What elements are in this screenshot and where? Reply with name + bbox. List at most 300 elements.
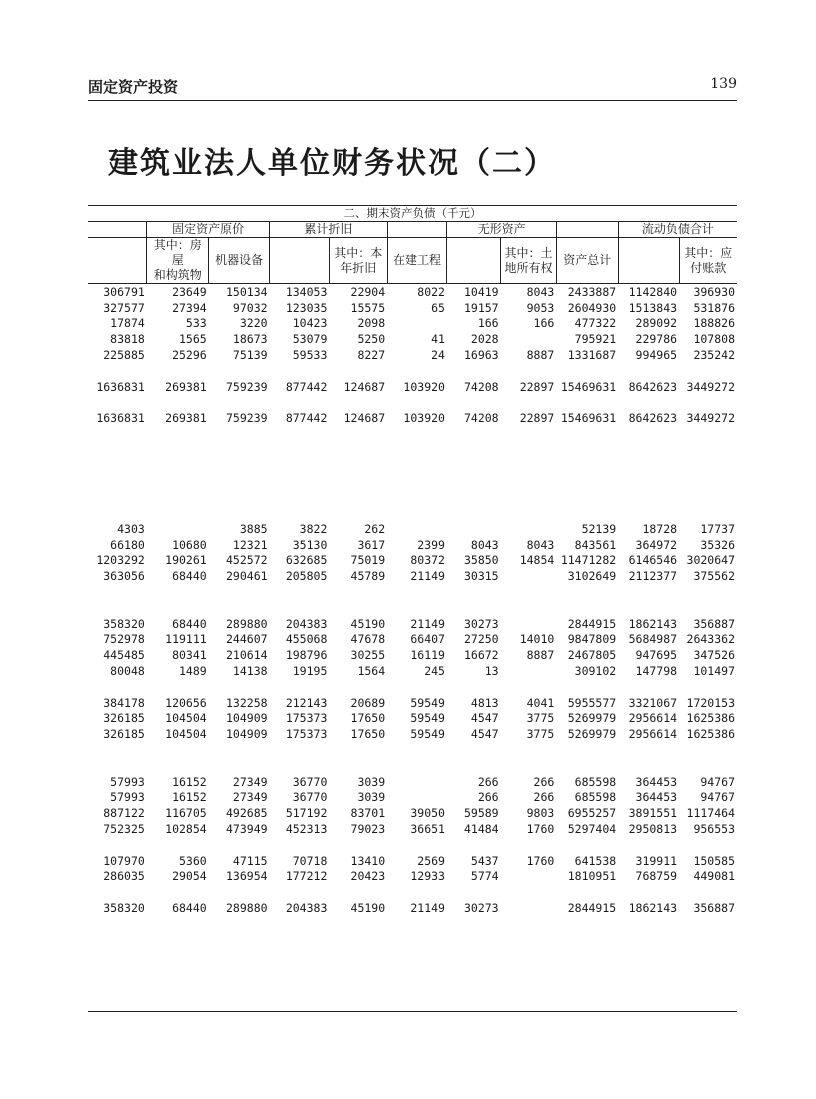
table-cell: 632685 bbox=[285, 553, 328, 568]
table-cell bbox=[556, 489, 618, 505]
table-cell: 1625386 bbox=[686, 727, 735, 742]
running-header bbox=[88, 76, 737, 98]
table-cell bbox=[501, 600, 557, 616]
table-cell bbox=[88, 600, 147, 616]
table-cell bbox=[329, 426, 387, 442]
table-cell: 10419 bbox=[463, 284, 499, 299]
table-cell: 22904 bbox=[350, 284, 386, 299]
table-cell: 492685 bbox=[226, 806, 268, 821]
header-blank bbox=[88, 222, 147, 238]
table-cell: 641538 bbox=[574, 853, 617, 868]
table-cell: 27250 bbox=[463, 632, 499, 647]
table-cell bbox=[501, 521, 557, 537]
table-cell bbox=[147, 442, 209, 458]
table-cell: 29054 bbox=[172, 869, 207, 884]
table-cell: 3039 bbox=[357, 790, 386, 805]
table-cell bbox=[556, 474, 618, 490]
table-cell bbox=[447, 742, 501, 758]
table-cell: 8887 bbox=[526, 348, 555, 363]
table-cell bbox=[209, 584, 270, 600]
table-cell: 517192 bbox=[285, 806, 328, 821]
table-cell: 27394 bbox=[172, 300, 207, 315]
table-cell bbox=[387, 742, 447, 758]
table-cell bbox=[501, 568, 557, 584]
table-cell: 947695 bbox=[635, 648, 678, 663]
table-cell bbox=[679, 884, 737, 900]
table-cell: 57993 bbox=[110, 774, 145, 789]
table-cell: 364453 bbox=[635, 790, 678, 805]
table-cell bbox=[679, 758, 737, 774]
table-cell bbox=[88, 584, 147, 600]
table-cell: 5684987 bbox=[628, 632, 678, 647]
table-cell bbox=[270, 742, 330, 758]
table-cell: 1117464 bbox=[686, 806, 735, 821]
table-cell bbox=[387, 442, 447, 458]
table-cell bbox=[88, 679, 147, 695]
table-cell bbox=[618, 442, 679, 458]
table-cell: 68440 bbox=[172, 900, 207, 915]
table-cell bbox=[329, 489, 387, 505]
header-blank bbox=[556, 222, 618, 238]
table-cell bbox=[447, 395, 501, 411]
spacer-row bbox=[88, 489, 737, 505]
table-cell: 1564 bbox=[357, 664, 386, 679]
col-buildings-l2: 和构筑物 bbox=[153, 268, 202, 282]
table-cell: 843561 bbox=[574, 537, 617, 552]
table-cell: 132258 bbox=[226, 695, 268, 710]
table-cell bbox=[329, 884, 387, 900]
table-cell bbox=[88, 442, 147, 458]
table-cell: 1862143 bbox=[628, 900, 678, 915]
table-cell: 235242 bbox=[693, 348, 735, 363]
table-cell: 9053 bbox=[526, 300, 555, 315]
table-cell bbox=[387, 521, 447, 537]
table-cell: 16152 bbox=[172, 790, 207, 805]
table-cell: 1565 bbox=[178, 332, 207, 347]
spacer-row bbox=[88, 742, 737, 758]
table-cell bbox=[387, 679, 447, 695]
table-cell bbox=[618, 458, 679, 474]
col-dep-year bbox=[329, 238, 387, 284]
table-cell bbox=[679, 489, 737, 505]
table-cell bbox=[501, 884, 557, 900]
table-cell: 212143 bbox=[285, 695, 328, 710]
table-cell: 66407 bbox=[410, 632, 445, 647]
table-cell: 266 bbox=[477, 790, 499, 805]
col-payable bbox=[679, 238, 737, 284]
table-cell bbox=[270, 442, 330, 458]
table-cell: 16119 bbox=[410, 648, 445, 663]
table-cell: 14010 bbox=[519, 632, 555, 647]
table-cell bbox=[556, 742, 618, 758]
table-cell bbox=[329, 474, 387, 490]
table-cell bbox=[447, 600, 501, 616]
table-cell: 104909 bbox=[226, 711, 268, 726]
table-cell: 473949 bbox=[226, 821, 268, 836]
table-row bbox=[88, 410, 737, 426]
table-cell: 21149 bbox=[410, 900, 445, 915]
table-cell bbox=[618, 426, 679, 442]
table-cell bbox=[447, 584, 501, 600]
table-cell: 17874 bbox=[110, 316, 145, 331]
table-cell bbox=[556, 458, 618, 474]
table-cell bbox=[447, 363, 501, 379]
table-cell: 80341 bbox=[172, 648, 207, 663]
table-cell: 4547 bbox=[470, 711, 499, 726]
table-cell: 8022 bbox=[417, 284, 445, 299]
table-cell: 68440 bbox=[172, 616, 207, 631]
table-cell: 198796 bbox=[285, 648, 328, 663]
table-row bbox=[88, 347, 737, 363]
table-cell bbox=[88, 505, 147, 521]
table-cell: 59533 bbox=[292, 348, 328, 363]
table-cell bbox=[270, 474, 330, 490]
table-cell: 136954 bbox=[226, 869, 268, 884]
table-cell: 45190 bbox=[350, 900, 386, 915]
group-current-liabilities: 流动负债合计 bbox=[618, 222, 737, 238]
table-cell bbox=[209, 426, 270, 442]
table-row bbox=[88, 537, 737, 553]
table-cell: 19157 bbox=[463, 300, 499, 315]
table-cell: 266 bbox=[533, 790, 555, 805]
table-cell bbox=[147, 521, 209, 537]
table-cell bbox=[679, 395, 737, 411]
table-cell: 166 bbox=[477, 316, 499, 331]
table-row bbox=[88, 774, 737, 790]
table-cell: 107808 bbox=[693, 332, 735, 347]
table-cell: 2844915 bbox=[567, 616, 617, 631]
table-cell: 205805 bbox=[285, 569, 328, 584]
table-cell bbox=[618, 742, 679, 758]
table-cell bbox=[147, 600, 209, 616]
table-cell: 150585 bbox=[693, 853, 735, 868]
table-cell: 477322 bbox=[574, 316, 617, 331]
table-cell: 2028 bbox=[470, 332, 499, 347]
table-cell: 16672 bbox=[463, 648, 499, 663]
table-cell bbox=[387, 790, 447, 806]
table-row bbox=[88, 711, 737, 727]
table-cell bbox=[329, 837, 387, 853]
table-cell: 363056 bbox=[103, 569, 145, 584]
table-cell: 364972 bbox=[635, 537, 678, 552]
table-row bbox=[88, 726, 737, 742]
table-cell bbox=[329, 458, 387, 474]
table-cell bbox=[679, 679, 737, 695]
table-cell: 119111 bbox=[165, 632, 207, 647]
table-cell bbox=[387, 837, 447, 853]
table-cell bbox=[209, 742, 270, 758]
table-cell: 2098 bbox=[357, 316, 386, 331]
table-cell: 59549 bbox=[410, 711, 445, 726]
table-cell bbox=[556, 395, 618, 411]
table-cell bbox=[556, 884, 618, 900]
table-cell: 102854 bbox=[165, 821, 207, 836]
table-cell: 266 bbox=[533, 774, 555, 789]
table-cell bbox=[501, 442, 557, 458]
table-row bbox=[88, 300, 737, 316]
table-cell: 175373 bbox=[285, 711, 328, 726]
table-cell: 107970 bbox=[103, 853, 145, 868]
table-cell bbox=[387, 774, 447, 790]
table-cell: 1142840 bbox=[628, 284, 678, 299]
spacer-row bbox=[88, 837, 737, 853]
table-cell: 752978 bbox=[103, 632, 145, 647]
table-cell: 8642623 bbox=[628, 379, 678, 394]
table-cell: 15575 bbox=[350, 300, 386, 315]
table-cell: 123035 bbox=[285, 300, 328, 315]
table-cell: 210614 bbox=[226, 648, 268, 663]
table-cell: 23649 bbox=[172, 284, 207, 299]
table-cell bbox=[209, 442, 270, 458]
table-cell: 5955577 bbox=[567, 695, 617, 710]
table-cell: 1636831 bbox=[96, 411, 145, 426]
table-cell: 70718 bbox=[292, 853, 328, 868]
table-cell: 75139 bbox=[232, 348, 268, 363]
table-cell bbox=[270, 758, 330, 774]
table-cell: 245 bbox=[424, 664, 445, 679]
section-name: 固定资产投资 bbox=[88, 78, 179, 96]
table-cell: 3885 bbox=[239, 521, 268, 536]
table-cell bbox=[270, 884, 330, 900]
table-cell: 27349 bbox=[232, 774, 268, 789]
table-cell: 4041 bbox=[526, 695, 555, 710]
table-cell: 36770 bbox=[292, 790, 328, 805]
table-cell bbox=[447, 521, 501, 537]
table-cell: 124687 bbox=[343, 411, 386, 426]
table-cell: 759239 bbox=[226, 379, 268, 394]
table-cell: 80048 bbox=[110, 664, 145, 679]
col-dep-year-l2: 年折旧 bbox=[340, 260, 377, 275]
table-cell: 8043 bbox=[526, 537, 555, 552]
table-cell: 1810951 bbox=[567, 869, 617, 884]
table-cell bbox=[387, 316, 447, 332]
table-cell: 3449272 bbox=[686, 379, 735, 394]
table-cell: 16963 bbox=[463, 348, 499, 363]
col-buildings-l1: 其中：房屋 bbox=[153, 238, 202, 267]
table-cell bbox=[387, 474, 447, 490]
table-cell bbox=[447, 426, 501, 442]
table-cell bbox=[679, 458, 737, 474]
table-cell bbox=[209, 600, 270, 616]
table-cell bbox=[209, 505, 270, 521]
table-cell bbox=[618, 837, 679, 853]
table-cell bbox=[88, 884, 147, 900]
table-cell: 8887 bbox=[526, 648, 555, 663]
table-cell bbox=[556, 363, 618, 379]
table-cell: 1625386 bbox=[686, 711, 735, 726]
col-payable-l2: 付账款 bbox=[690, 260, 727, 275]
table-row bbox=[88, 379, 737, 395]
table-cell bbox=[679, 742, 737, 758]
table-row bbox=[88, 553, 737, 569]
table-cell bbox=[270, 837, 330, 853]
table-cell: 1636831 bbox=[96, 379, 145, 394]
table-row bbox=[88, 616, 737, 632]
table-cell bbox=[556, 505, 618, 521]
table-cell bbox=[147, 395, 209, 411]
table-cell: 4547 bbox=[470, 727, 499, 742]
table-cell: 120656 bbox=[165, 695, 207, 710]
table-row bbox=[88, 821, 737, 837]
table-row bbox=[88, 632, 737, 648]
table-cell: 375562 bbox=[693, 569, 735, 584]
spacer-row bbox=[88, 584, 737, 600]
table-cell bbox=[147, 837, 209, 853]
table-cell: 27349 bbox=[232, 790, 268, 805]
table-cell: 356887 bbox=[693, 900, 735, 915]
table-cell bbox=[501, 584, 557, 600]
table-cell: 396930 bbox=[693, 284, 735, 299]
table-cell: 175373 bbox=[285, 727, 328, 742]
table-cell bbox=[88, 758, 147, 774]
table-cell: 327577 bbox=[103, 300, 145, 315]
table-cell: 134053 bbox=[285, 284, 328, 299]
table-cell bbox=[501, 742, 557, 758]
table-cell: 20689 bbox=[350, 695, 386, 710]
table-cell: 358320 bbox=[103, 900, 145, 915]
table-cell: 289092 bbox=[635, 316, 678, 331]
table-cell bbox=[618, 395, 679, 411]
table-cell: 30273 bbox=[463, 616, 499, 631]
table-cell: 2399 bbox=[417, 537, 445, 552]
table-cell: 225885 bbox=[103, 348, 145, 363]
table-cell bbox=[329, 363, 387, 379]
spacer-row bbox=[88, 426, 737, 442]
table-cell: 1760 bbox=[526, 821, 555, 836]
table-cell: 3321067 bbox=[628, 695, 678, 710]
table-cell bbox=[147, 458, 209, 474]
table-cell: 66180 bbox=[110, 537, 145, 552]
table-cell: 364453 bbox=[635, 774, 678, 789]
table-cell: 97032 bbox=[232, 300, 268, 315]
table-cell bbox=[501, 505, 557, 521]
table-cell bbox=[501, 395, 557, 411]
table-cell: 2569 bbox=[417, 853, 445, 868]
table-cell: 1760 bbox=[526, 853, 555, 868]
table-cell: 94767 bbox=[700, 790, 735, 805]
table-cell bbox=[387, 458, 447, 474]
table-cell bbox=[387, 584, 447, 600]
table-cell: 2956614 bbox=[628, 711, 678, 726]
table-cell: 15469631 bbox=[560, 379, 617, 394]
header-blank bbox=[447, 238, 501, 284]
table-cell: 9803 bbox=[526, 806, 555, 821]
header-blank bbox=[618, 238, 679, 284]
table-cell: 41484 bbox=[463, 821, 499, 836]
table-cell bbox=[147, 505, 209, 521]
table-cell bbox=[679, 584, 737, 600]
table-cell: 53079 bbox=[292, 332, 328, 347]
spacer-row bbox=[88, 363, 737, 379]
table-cell: 3449272 bbox=[686, 411, 735, 426]
table-cell: 147798 bbox=[635, 664, 678, 679]
group-intangible: 无形资产 bbox=[447, 222, 556, 238]
table-cell: 104909 bbox=[226, 727, 268, 742]
table-cell: 17650 bbox=[350, 711, 386, 726]
table-cell: 2643362 bbox=[686, 632, 735, 647]
spacer-row bbox=[88, 395, 737, 411]
table-cell: 2950813 bbox=[628, 821, 678, 836]
table-cell bbox=[209, 458, 270, 474]
table-cell: 533 bbox=[185, 316, 207, 331]
table-cell bbox=[88, 489, 147, 505]
table-cell: 5269979 bbox=[567, 727, 617, 742]
table-cell bbox=[679, 600, 737, 616]
table-cell: 3039 bbox=[357, 774, 386, 789]
table-cell: 269381 bbox=[165, 411, 207, 426]
table-cell: 2956614 bbox=[628, 727, 678, 742]
table-cell bbox=[501, 474, 557, 490]
table-cell: 104504 bbox=[165, 711, 207, 726]
table-cell: 3775 bbox=[526, 711, 555, 726]
table-cell: 3822 bbox=[299, 521, 328, 536]
table-cell: 3617 bbox=[357, 537, 386, 552]
table-cell bbox=[618, 505, 679, 521]
table-cell bbox=[501, 426, 557, 442]
table-cell: 449081 bbox=[693, 869, 735, 884]
table-cell: 685598 bbox=[574, 774, 617, 789]
header-blank bbox=[387, 222, 447, 238]
spacer-row bbox=[88, 758, 737, 774]
table-cell: 3891551 bbox=[628, 806, 678, 821]
table-cell bbox=[556, 426, 618, 442]
table-cell: 5774 bbox=[470, 869, 499, 884]
table-cell: 289880 bbox=[226, 616, 268, 631]
table-cell bbox=[447, 758, 501, 774]
table-cell: 4303 bbox=[117, 521, 145, 536]
table-cell: 10680 bbox=[172, 537, 207, 552]
table-cell: 65 bbox=[431, 300, 445, 315]
table-cell bbox=[387, 505, 447, 521]
table-cell bbox=[270, 489, 330, 505]
table-cell: 887122 bbox=[103, 806, 145, 821]
table-cell: 166 bbox=[533, 316, 555, 331]
table-cell bbox=[387, 884, 447, 900]
table-cell bbox=[329, 742, 387, 758]
table-cell: 18728 bbox=[642, 521, 678, 536]
table-cell: 5360 bbox=[178, 853, 207, 868]
table-cell: 25296 bbox=[172, 348, 207, 363]
table-cell: 2844915 bbox=[567, 900, 617, 915]
table-cell: 103920 bbox=[403, 411, 445, 426]
table-cell: 18673 bbox=[232, 332, 268, 347]
table-cell: 16152 bbox=[172, 774, 207, 789]
table-cell: 24 bbox=[431, 348, 445, 363]
table-cell: 956553 bbox=[693, 821, 735, 836]
table-cell: 6955257 bbox=[567, 806, 617, 821]
table-cell bbox=[387, 489, 447, 505]
table-cell: 19195 bbox=[292, 664, 328, 679]
table-cell: 6146546 bbox=[628, 553, 678, 568]
table-cell: 150134 bbox=[226, 284, 268, 299]
table-cell: 244607 bbox=[226, 632, 268, 647]
table-cell: 289880 bbox=[226, 900, 268, 915]
group-fixed-assets: 固定资产原价 bbox=[147, 222, 270, 238]
table-cell bbox=[679, 837, 737, 853]
table-cell bbox=[618, 600, 679, 616]
table-cell bbox=[387, 363, 447, 379]
table-cell bbox=[556, 837, 618, 853]
table-cell: 103920 bbox=[403, 379, 445, 394]
table-cell: 759239 bbox=[226, 411, 268, 426]
table-row bbox=[88, 790, 737, 806]
table-cell bbox=[270, 363, 330, 379]
table-cell bbox=[147, 742, 209, 758]
table-cell bbox=[501, 900, 557, 916]
table-cell: 30255 bbox=[350, 648, 386, 663]
table-cell bbox=[270, 458, 330, 474]
table-cell bbox=[618, 679, 679, 695]
